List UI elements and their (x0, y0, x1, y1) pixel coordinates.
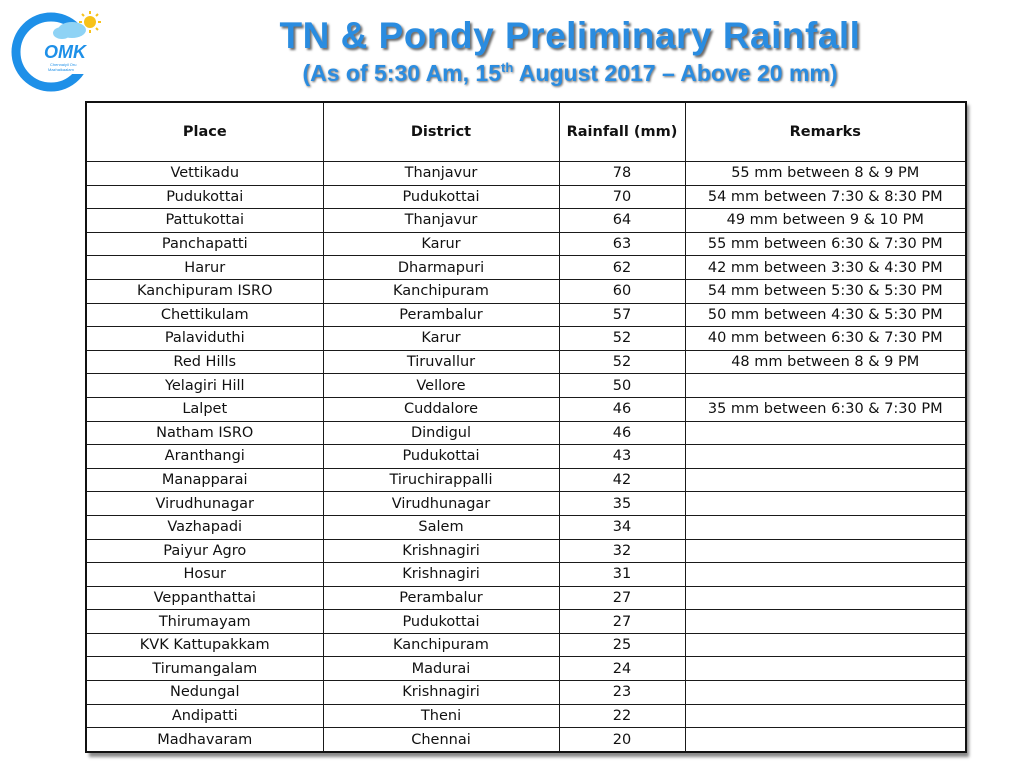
cell-remarks: 40 mm between 6:30 & 7:30 PM (685, 327, 966, 351)
cell-district: Pudukottai (323, 445, 559, 469)
table-row (86, 209, 966, 233)
table-row (86, 492, 966, 516)
cell-remarks (685, 704, 966, 728)
cell-remarks (685, 445, 966, 469)
table-row (86, 327, 966, 351)
cell-district: Pudukottai (323, 610, 559, 634)
cell-rainfall: 23 (559, 681, 685, 705)
cell-district: Theni (323, 704, 559, 728)
cell-rainfall: 34 (559, 515, 685, 539)
table-row (86, 704, 966, 728)
cell-remarks (685, 492, 966, 516)
rainfall-table-container (85, 101, 965, 753)
cell-district: Vellore (323, 374, 559, 398)
header-remarks: Remarks (685, 102, 966, 162)
cell-place: Tirumangalam (86, 657, 323, 681)
table-row (86, 279, 966, 303)
cell-place: Virudhunagar (86, 492, 323, 516)
cell-rainfall: 27 (559, 610, 685, 634)
cell-place: Thirumayam (86, 610, 323, 634)
header-place: Place (86, 102, 323, 162)
svg-text:OMK: OMK (44, 42, 86, 62)
cell-remarks (685, 610, 966, 634)
cell-place: Chettikulam (86, 303, 323, 327)
cell-district: Krishnagiri (323, 563, 559, 587)
cell-district: Madurai (323, 657, 559, 681)
cell-district: Kanchipuram (323, 279, 559, 303)
table-row (86, 515, 966, 539)
cell-district: Thanjavur (323, 209, 559, 233)
cell-district: Krishnagiri (323, 681, 559, 705)
cell-remarks (685, 586, 966, 610)
rainfall-table (85, 101, 967, 753)
cell-place: Paiyur Agro (86, 539, 323, 563)
cell-place: Vettikadu (86, 162, 323, 186)
cell-district: Thanjavur (323, 162, 559, 186)
cell-place: Pattukottai (86, 209, 323, 233)
table-row (86, 728, 966, 752)
table-row (86, 657, 966, 681)
cell-district: Kanchipuram (323, 633, 559, 657)
cell-district: Cuddalore (323, 397, 559, 421)
cell-remarks (685, 421, 966, 445)
cell-district: Virudhunagar (323, 492, 559, 516)
cell-rainfall: 22 (559, 704, 685, 728)
cell-place: Yelagiri Hill (86, 374, 323, 398)
cell-remarks (685, 539, 966, 563)
cell-place: Andipatti (86, 704, 323, 728)
cell-remarks: 55 mm between 8 & 9 PM (685, 162, 966, 186)
cell-rainfall: 52 (559, 327, 685, 351)
table-row (86, 539, 966, 563)
cell-remarks (685, 681, 966, 705)
cell-district: Karur (323, 232, 559, 256)
cell-remarks: 55 mm between 6:30 & 7:30 PM (685, 232, 966, 256)
cell-place: Kanchipuram ISRO (86, 279, 323, 303)
cell-rainfall: 63 (559, 232, 685, 256)
cell-district: Krishnagiri (323, 539, 559, 563)
table-row (86, 563, 966, 587)
table-row (86, 185, 966, 209)
cell-place: Palaviduthi (86, 327, 323, 351)
cell-district: Salem (323, 515, 559, 539)
cell-district: Pudukottai (323, 185, 559, 209)
cell-remarks: 48 mm between 8 & 9 PM (685, 350, 966, 374)
svg-text:Chennaiyil Oru: Chennaiyil Oru (50, 62, 77, 67)
cell-remarks: 35 mm between 6:30 & 7:30 PM (685, 397, 966, 421)
cell-remarks (685, 657, 966, 681)
cell-place: Hosur (86, 563, 323, 587)
table-row (86, 445, 966, 469)
cell-district: Chennai (323, 728, 559, 752)
cell-place: Madhavaram (86, 728, 323, 752)
table-row (86, 256, 966, 280)
cell-district: Karur (323, 327, 559, 351)
cell-rainfall: 52 (559, 350, 685, 374)
table-row (86, 232, 966, 256)
cell-remarks: 42 mm between 3:30 & 4:30 PM (685, 256, 966, 280)
header-district: District (323, 102, 559, 162)
cell-place: Pudukottai (86, 185, 323, 209)
omk-logo (10, 8, 102, 94)
table-row (86, 162, 966, 186)
cell-place: Panchapatti (86, 232, 323, 256)
cell-place: KVK Kattupakkam (86, 633, 323, 657)
cell-rainfall: 62 (559, 256, 685, 280)
cell-rainfall: 31 (559, 563, 685, 587)
cell-rainfall: 42 (559, 468, 685, 492)
page-title: TN & Pondy Preliminary Rainfall (279, 15, 861, 56)
cell-district: Tiruvallur (323, 350, 559, 374)
cell-remarks: 50 mm between 4:30 & 5:30 PM (685, 303, 966, 327)
cell-remarks (685, 728, 966, 752)
cell-district: Dindigul (323, 421, 559, 445)
cell-place: Harur (86, 256, 323, 280)
cell-rainfall: 50 (559, 374, 685, 398)
page-subtitle (240, 58, 900, 88)
cell-rainfall: 32 (559, 539, 685, 563)
cell-rainfall: 25 (559, 633, 685, 657)
svg-text:Mazhaikaalam: Mazhaikaalam (48, 67, 74, 72)
cell-rainfall: 43 (559, 445, 685, 469)
table-row (86, 303, 966, 327)
cell-rainfall: 78 (559, 162, 685, 186)
cell-remarks: 54 mm between 5:30 & 5:30 PM (685, 279, 966, 303)
table-body (86, 162, 966, 752)
table-row (86, 468, 966, 492)
cell-place: Vazhapadi (86, 515, 323, 539)
cell-remarks (685, 515, 966, 539)
cell-place: Lalpet (86, 397, 323, 421)
table-row (86, 350, 966, 374)
cell-district: Perambalur (323, 303, 559, 327)
table-row (86, 374, 966, 398)
cell-rainfall: 60 (559, 279, 685, 303)
cell-remarks (685, 374, 966, 398)
cell-district: Perambalur (323, 586, 559, 610)
cell-rainfall: 27 (559, 586, 685, 610)
cell-place: Veppanthattai (86, 586, 323, 610)
subtitle-sup: th (501, 60, 514, 75)
title-block (240, 14, 900, 88)
cell-rainfall: 24 (559, 657, 685, 681)
cell-district: Tiruchirappalli (323, 468, 559, 492)
cell-rainfall: 20 (559, 728, 685, 752)
subtitle-prefix: (As of 5:30 Am, 15 (302, 60, 501, 86)
header-rainfall: Rainfall (mm) (559, 102, 685, 162)
cell-place: Aranthangi (86, 445, 323, 469)
subtitle-suffix: August 2017 – Above 20 mm) (513, 60, 838, 86)
cell-rainfall: 70 (559, 185, 685, 209)
cell-remarks (685, 563, 966, 587)
cell-district: Dharmapuri (323, 256, 559, 280)
cell-rainfall: 46 (559, 421, 685, 445)
cell-rainfall: 46 (559, 397, 685, 421)
cell-place: Red Hills (86, 350, 323, 374)
cell-remarks: 54 mm between 7:30 & 8:30 PM (685, 185, 966, 209)
cell-remarks (685, 468, 966, 492)
table-header-row (86, 102, 966, 162)
cell-place: Manapparai (86, 468, 323, 492)
cell-place: Nedungal (86, 681, 323, 705)
table-row (86, 610, 966, 634)
table-row (86, 421, 966, 445)
cell-rainfall: 35 (559, 492, 685, 516)
cell-remarks (685, 633, 966, 657)
cell-remarks: 49 mm between 9 & 10 PM (685, 209, 966, 233)
table-row (86, 397, 966, 421)
table-row (86, 633, 966, 657)
table-row (86, 681, 966, 705)
cell-rainfall: 64 (559, 209, 685, 233)
cell-place: Natham ISRO (86, 421, 323, 445)
cell-rainfall: 57 (559, 303, 685, 327)
table-row (86, 586, 966, 610)
